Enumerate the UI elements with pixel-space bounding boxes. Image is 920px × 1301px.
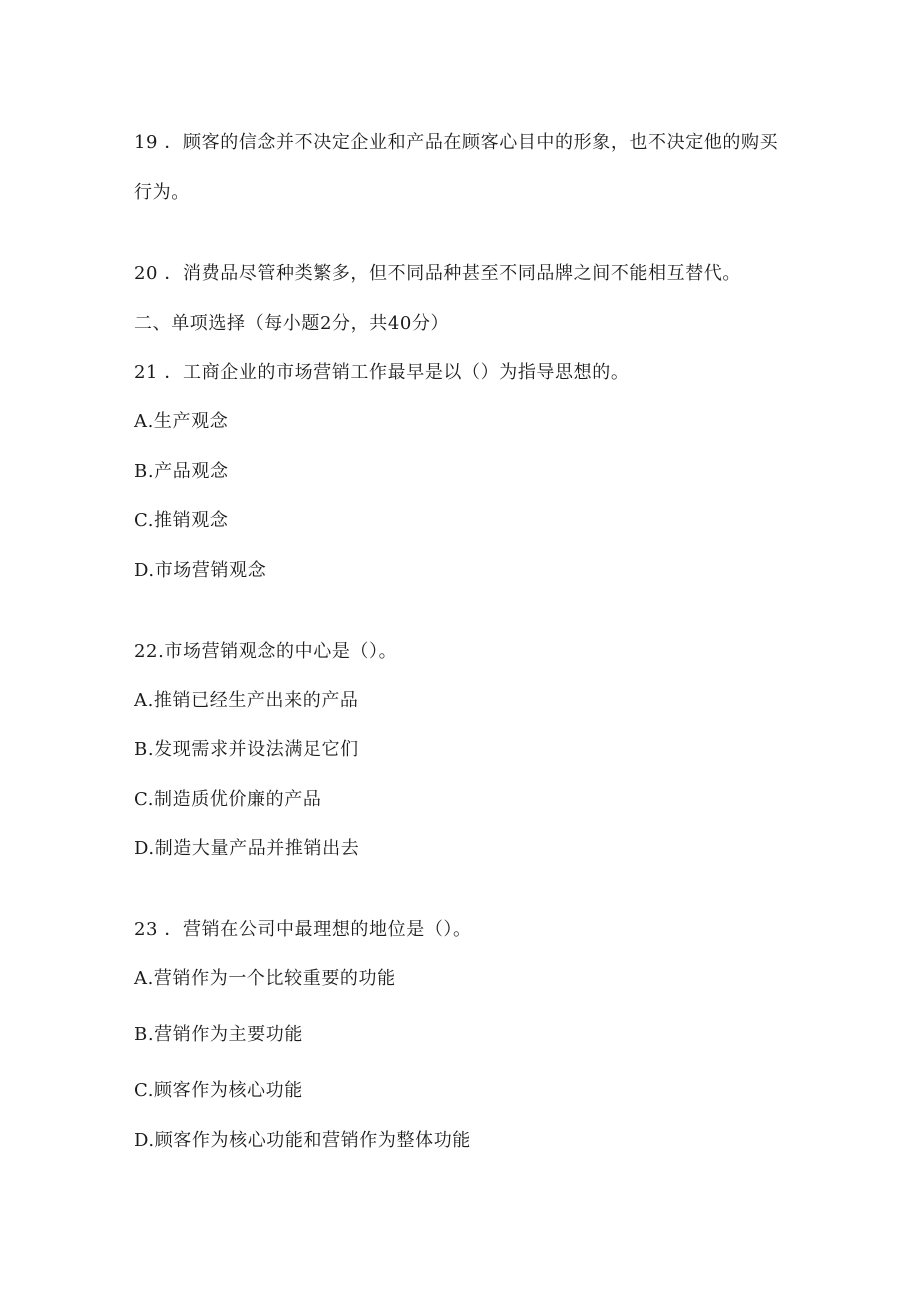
question-21-option-d: D.市场营销观念: [134, 560, 267, 581]
question-21-option-a: A.生产观念: [134, 411, 229, 432]
question-21-option-c: C.推销观念: [134, 510, 229, 531]
question-22-option-b: B.发现需求并设法满足它们: [134, 739, 359, 760]
question-23-option-a: A.营销作为一个比较重要的功能: [134, 968, 396, 989]
question-21-option-b: B.产品观念: [134, 461, 229, 482]
question-22-option-d: D.制造大量产品并推销出去: [134, 838, 360, 859]
question-22-stem: 22.市场营销观念的中心是（）。: [134, 641, 398, 662]
question-23-stem: 23 ．营销在公司中最理想的地位是（）。: [134, 919, 472, 940]
question-23-option-b: B.营销作为主要功能: [134, 1024, 303, 1045]
section-heading: 二、单项选择（每小题2分，共40分）: [134, 313, 450, 334]
question-23-option-c: C.顾客作为核心功能: [134, 1080, 303, 1101]
question-21-stem: 21 ．工商企业的市场营销工作最早是以（）为指导思想的。: [134, 362, 630, 383]
question-22-option-c: C.制造质优价廉的产品: [134, 789, 322, 810]
question-19-line-2: 行为。: [134, 182, 190, 203]
question-20: 20 ．消费品尽管种类繁多，但不同品种甚至不同品牌之间不能相互替代。: [134, 263, 742, 284]
question-23-option-d: D.顾客作为核心功能和营销作为整体功能: [134, 1130, 471, 1151]
question-19-line-1: 19 ．顾客的信念并不决定企业和产品在顾客心目中的形象，也不决定他的购买: [134, 132, 779, 153]
question-22-option-a: A.推销已经生产出来的产品: [134, 690, 359, 711]
